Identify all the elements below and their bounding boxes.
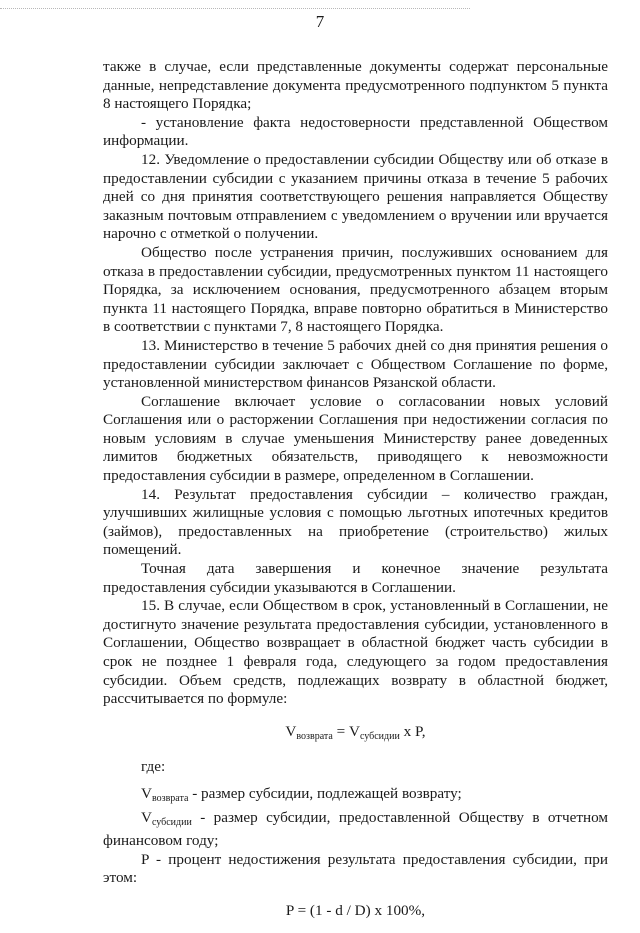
scan-artifact-line <box>0 8 470 9</box>
formula-subscript: субсидии <box>359 730 400 742</box>
paragraph: 13. Министерство в течение 5 рабочих дней со дня принятия решения о предоставлении субсидии заключает с Обществом Соглашение по форме, установленной министерством финансов Рязанской области. <box>103 336 608 392</box>
definition-subscript: возврата <box>151 792 189 804</box>
definition-text: - размер субсидии, предоставленной Обществу в отчетном финансовом году; <box>103 808 608 850</box>
definition-subscript: субсидии <box>151 816 192 828</box>
definition-var: V <box>141 784 152 802</box>
where-label: где: <box>141 758 166 776</box>
paragraph: - установление факта недостоверности представленной Обществом информации. <box>103 113 608 150</box>
paragraph: 12. Уведомление о предоставлении субсидии Обществу или об отказе в предоставлении субсидии с указанием причины отказа в течение 5 рабочих дней со дня принятия соответствующего решения направляется Обществу заказным почтовым отправлением с уведомлением о вручении или вручается нарочно с отметкой о получении. <box>103 150 608 243</box>
paragraph: 15. В случае, если Обществом в срок, установленный в Соглашении, не достигнуто значение результата предоставления субсидии, установленного в Соглашении, Общество возвращает в областной бюджет часть субсидии в срок не позднее 1 февраля года, следующего за годом предоставления субсидии. Объем средств, подлежащих возврату в областной бюджет, рассчитывается по формуле: <box>103 597 608 708</box>
paragraph: Соглашение включает условие о согласовании новых условий Соглашения или о расторжении Соглашения при недостижении согласия по новым условиям в случае уменьшения Министерству ранее доведенных лимитов бюджетных обязательств, приводящего к невозможности предоставления субсидии в размере, определенном в Соглашении. <box>103 392 608 485</box>
page-number: 7 <box>315 12 325 31</box>
paragraph: Общество после устранения причин, послуживших основанием для отказа в предоставлении субсидии, предусмотренных пунктом 11 настоящего Порядка, за исключением основания, предусмотренного абзацем вторым пункта 11 настоящего Порядка, вправе повторно обратиться в Министерство в соответствии с пунктами 7, 8 настоящего Порядка. <box>103 243 608 336</box>
formula-subscript: возврата <box>296 730 333 742</box>
paragraph: 14. Результат предоставления субсидии – количество граждан, улучшивших жилищные условия с помощью льготных ипотечных кредитов (займов), предоставленных на приобретение (строительство) жилых помещений. <box>103 485 608 559</box>
formula-percent: P = (1 - d / D) x 100%, <box>285 901 426 919</box>
formula-var: = V <box>332 722 360 740</box>
definition-var: V <box>141 808 152 826</box>
formula-refund <box>103 723 608 747</box>
document-body <box>103 58 608 933</box>
definition-v-refund <box>103 785 608 809</box>
definition-text: - размер субсидии, подлежащей возврату; <box>188 784 462 802</box>
formula-tail: x P, <box>399 722 426 740</box>
definition-v-subsidy <box>103 809 608 851</box>
definition-p: P - процент недостижения результата предоставления субсидии, при этом: <box>103 850 608 887</box>
paragraph: Точная дата завершения и конечное значение результата предоставления субсидии указываются в Соглашении. <box>103 560 608 596</box>
paragraph: также в случае, если представленные документы содержат персональные данные, непредставление документа предусмотренного подпунктом 5 пункта 8 настоящего Порядка; <box>103 58 608 113</box>
formula-var: V <box>285 722 297 740</box>
